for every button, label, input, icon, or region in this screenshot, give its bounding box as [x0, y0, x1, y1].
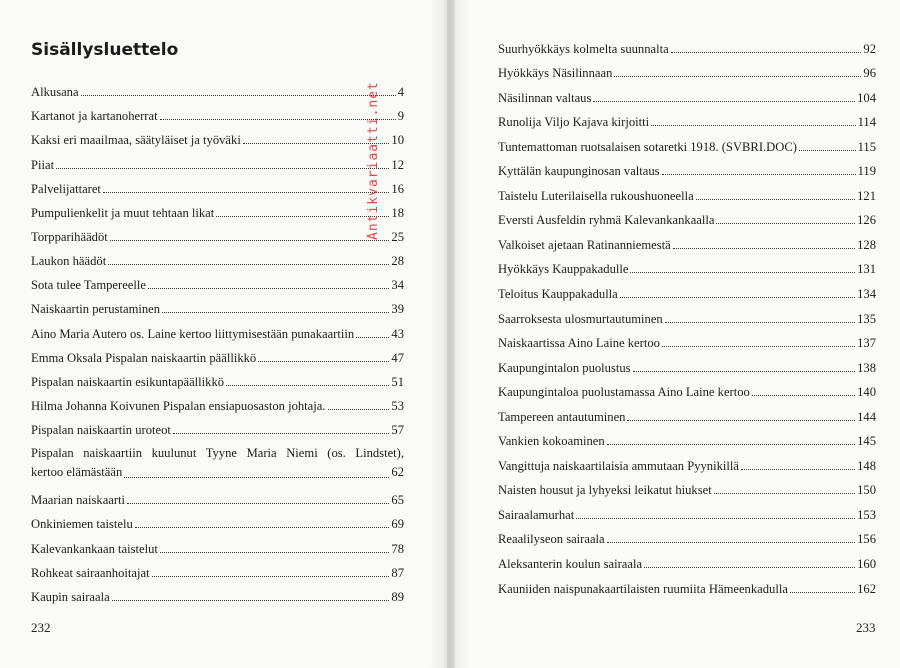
toc-entry: [498, 451, 876, 476]
dot-leader: [135, 527, 390, 528]
dot-leader: [662, 346, 855, 347]
toc-entry: [31, 583, 404, 607]
dot-leader: [651, 125, 855, 126]
dot-leader: [593, 101, 855, 102]
dot-leader: [607, 444, 855, 445]
toc-entry-page: 34: [391, 278, 404, 293]
toc-entry: [498, 83, 876, 108]
watermark-text: Antikvariaatti.net: [366, 81, 381, 240]
toc-entry-title: Eversti Ausfeldin ryhmä Kalevankankaalla: [498, 213, 715, 228]
toc-entry-title: Hyökkäys Näsilinnaan: [498, 66, 613, 81]
toc-entry-title: Reaalilyseon sairaala: [498, 532, 605, 547]
toc-entry: [31, 126, 404, 150]
toc-entry-page: 4: [397, 85, 404, 100]
dot-leader: [607, 542, 855, 543]
toc-entry-title: Palvelijattaret: [31, 181, 101, 196]
toc-entry: [498, 279, 876, 304]
toc-entry-page: 57: [391, 423, 404, 438]
dot-leader: [714, 493, 855, 494]
dot-leader: [56, 168, 389, 169]
toc-list-left: [31, 78, 404, 607]
toc-entry-title: Saarroksesta ulosmurtautuminen: [498, 311, 663, 326]
toc-entry-title: Laukon häädöt: [31, 254, 107, 269]
toc-entry-title: Naiskaartin perustaminen: [31, 302, 161, 317]
toc-entry: [498, 59, 876, 84]
toc-entry-page: 9: [397, 109, 404, 124]
toc-entry-page: 134: [857, 287, 876, 302]
toc-entry-title: Kyttälän kaupunginosan valtaus: [498, 164, 660, 179]
dot-leader: [148, 288, 389, 289]
toc-entry: [31, 247, 404, 271]
toc-entry-title: Vangittuja naiskaartilaisia ammutaan Pyynikillä: [498, 458, 739, 473]
toc-entry-page: 65: [391, 493, 404, 508]
toc-entry: [498, 230, 876, 255]
toc-entry-page: 114: [857, 115, 876, 130]
toc-entry: [31, 416, 404, 440]
toc-entry: [31, 344, 404, 368]
dot-leader: [716, 223, 855, 224]
page-number-left: 232: [31, 620, 51, 635]
page-number-right: 233: [856, 620, 876, 635]
toc-entry-page: 104: [857, 90, 876, 105]
toc-entry: [31, 510, 404, 534]
toc-entry: [31, 559, 404, 583]
toc-entry-page: 16: [391, 181, 404, 196]
toc-entry-page: 18: [391, 205, 404, 220]
toc-entry-page: 140: [857, 385, 876, 400]
toc-entry-title: Emma Oksala Pispalan naiskaartin päällikkö: [31, 350, 257, 365]
dot-leader: [108, 264, 389, 265]
dot-leader: [790, 592, 855, 593]
toc-entry-title: Kaupungintaloa puolustamassa Aino Laine kertoo: [498, 385, 750, 400]
book-gutter: [430, 0, 470, 668]
toc-entry: [498, 476, 876, 501]
toc-entry-page: 43: [391, 326, 404, 341]
dot-leader: [671, 52, 862, 53]
dot-leader: [216, 216, 389, 217]
dot-leader: [633, 371, 856, 372]
toc-entry: [31, 440, 404, 486]
toc-entry-page: 47: [391, 350, 404, 365]
dot-leader: [258, 361, 389, 362]
toc-entry-title: Naiskaartissa Aino Laine kertoo: [498, 336, 660, 351]
toc-entry: [498, 378, 876, 403]
toc-entry: [498, 181, 876, 206]
toc-entry-title: Piiat: [31, 157, 55, 172]
toc-entry-page: 128: [857, 237, 876, 252]
toc-entry: [31, 392, 404, 416]
toc-entry-page: 144: [857, 409, 876, 424]
toc-entry: [31, 486, 404, 510]
toc-entry-title-continued: kertoo elämästään: [31, 465, 123, 480]
toc-entry-title: Pispalan naiskaartin esikuntapäällikkö: [31, 374, 225, 389]
toc-entry: [498, 206, 876, 231]
toc-entry-page: 121: [857, 188, 876, 203]
toc-entry-page: 62: [391, 465, 404, 480]
toc-entry-page: 145: [857, 434, 876, 449]
toc-entry: [31, 368, 404, 392]
toc-entry: [31, 534, 404, 558]
toc-entry-page: 119: [857, 164, 876, 179]
toc-entry-page: 10: [391, 133, 404, 148]
toc-entry: [31, 175, 404, 199]
toc-entry: [498, 304, 876, 329]
toc-entry: [498, 525, 876, 550]
toc-entry-page: 25: [391, 229, 404, 244]
toc-entry: [31, 150, 404, 174]
dot-leader: [162, 312, 389, 313]
dot-leader: [160, 552, 389, 553]
toc-entry-title: Kaupungintalon puolustus: [498, 360, 631, 375]
dot-leader: [152, 576, 390, 577]
toc-entry-page: 78: [391, 541, 404, 556]
toc-entry: [498, 108, 876, 133]
toc-entry-title: Alkusana: [31, 85, 79, 100]
toc-entry-title: Sota tulee Tampereelle: [31, 278, 146, 293]
dot-leader: [173, 433, 390, 434]
dot-leader: [226, 385, 389, 386]
toc-entry-title: Pispalan naiskaartin uroteot: [31, 423, 171, 438]
toc-entry: [498, 329, 876, 354]
dot-leader: [627, 420, 855, 421]
dot-leader: [160, 119, 396, 120]
dot-leader: [81, 95, 396, 96]
toc-entry: [31, 78, 404, 102]
toc-title: Sisällysluettelo: [31, 40, 179, 60]
dot-leader: [644, 567, 855, 568]
dot-leader: [614, 76, 861, 77]
toc-entry: [498, 34, 876, 59]
toc-entry-title: Teloitus Kauppakadulla: [498, 287, 618, 302]
toc-entry-title: Vankien kokoaminen: [498, 434, 605, 449]
toc-entry-page: 53: [391, 398, 404, 413]
toc-entry-title: Maarian naiskaarti: [31, 493, 126, 508]
dot-leader: [112, 600, 390, 601]
toc-entry-page: 69: [391, 517, 404, 532]
toc-entry-title: Kaupin sairaala: [31, 589, 110, 604]
toc-entry: [498, 353, 876, 378]
toc-entry: [31, 199, 404, 223]
toc-entry-title: Pispalan naiskaartiin kuulunut Tyyne Maria Niemi (os. Lindstet),: [31, 446, 404, 461]
toc-entry-title: Aleksanterin koulun sairaala: [498, 557, 643, 572]
toc-entry-page: 87: [391, 565, 404, 580]
toc-entry: [31, 319, 404, 343]
toc-entry-title: Valkoiset ajetaan Ratinanniemestä: [498, 237, 671, 252]
dot-leader: [328, 409, 390, 410]
dot-leader: [673, 248, 855, 249]
toc-entry-page: 162: [857, 581, 876, 596]
toc-entry-title: Kauniiden naispunakaartilaisten ruumiita Hämeenkadulla: [498, 581, 788, 596]
toc-entry: [498, 549, 876, 574]
toc-entry-page: 39: [391, 302, 404, 317]
toc-entry-page: 138: [857, 360, 876, 375]
toc-entry-page: 148: [857, 458, 876, 473]
toc-entry-title: Runolija Viljo Kajava kirjoitti: [498, 115, 650, 130]
toc-entry-page: 12: [391, 157, 404, 172]
toc-entry: [498, 427, 876, 452]
toc-entry: [498, 402, 876, 427]
toc-entry-page: 153: [857, 507, 876, 522]
toc-entry-title: Suurhyökkäys kolmelta suunnalta: [498, 41, 669, 56]
dot-leader: [103, 192, 389, 193]
toc-entry: [498, 500, 876, 525]
toc-entry-page: 156: [857, 532, 876, 547]
toc-entry-title: Naisten housut ja lyhyeksi leikatut hiukset: [498, 483, 712, 498]
dot-leader: [665, 322, 855, 323]
dot-leader: [620, 297, 855, 298]
toc-entry-page: 51: [391, 374, 404, 389]
toc-entry: [498, 132, 876, 157]
toc-entry-title: Taistelu Luterilaisella rukoushuoneella: [498, 188, 694, 203]
toc-entry: [498, 574, 876, 599]
dot-leader: [741, 469, 855, 470]
toc-entry-page: 135: [857, 311, 876, 326]
toc-entry-title: Aino Maria Autero os. Laine kertoo liittymisestään punakaartiin: [31, 326, 355, 341]
toc-entry-title: Kartanot ja kartanoherrat: [31, 109, 158, 124]
toc-entry: [498, 157, 876, 182]
dot-leader: [662, 174, 856, 175]
toc-entry-title: Torpparihäädöt: [31, 229, 108, 244]
toc-entry-page: 160: [857, 557, 876, 572]
toc-entry-title: Tampereen antautuminen: [498, 409, 626, 424]
toc-entry-page: 96: [863, 66, 876, 81]
dot-leader: [576, 518, 855, 519]
toc-entry: [31, 295, 404, 319]
toc-entry: [498, 255, 876, 280]
toc-entry-title: Sairaalamurhat: [498, 507, 575, 522]
toc-entry-title: Pumpulienkelit ja muut tehtaan likat: [31, 205, 215, 220]
dot-leader: [630, 272, 855, 273]
toc-entry-title: Rohkeat sairaanhoitajat: [31, 565, 150, 580]
toc-entry-title: Hyökkäys Kauppakadulle: [498, 262, 629, 277]
dot-leader: [752, 395, 855, 396]
dot-leader: [696, 199, 855, 200]
toc-entry: [31, 102, 404, 126]
toc-entry-title: Kalevankankaan taistelut: [31, 541, 158, 556]
toc-entry-title: Näsilinnan valtaus: [498, 90, 592, 105]
toc-entry-page: 92: [863, 41, 876, 56]
toc-entry-page: 115: [857, 139, 876, 154]
toc-entry-title: Kaksi eri maailmaa, säätyläiset ja työväki: [31, 133, 241, 148]
toc-entry: [31, 223, 404, 247]
dot-leader: [127, 503, 389, 504]
toc-entry-title: Hilma Johanna Koivunen Pispalan ensiapuosaston johtaja.: [31, 398, 326, 413]
dot-leader: [124, 477, 389, 478]
toc-entry: [31, 271, 404, 295]
toc-list-right: [498, 34, 876, 599]
toc-entry-title: Tuntemattoman ruotsalaisen sotaretki 1918. (SVBRI.DOC): [498, 139, 797, 154]
dot-leader: [110, 240, 390, 241]
toc-entry-page: 89: [391, 589, 404, 604]
toc-entry-page: 126: [857, 213, 876, 228]
toc-entry-page: 131: [857, 262, 876, 277]
dot-leader: [799, 150, 856, 151]
toc-entry-page: 137: [857, 336, 876, 351]
toc-entry-page: 28: [391, 254, 404, 269]
dot-leader: [356, 337, 389, 338]
toc-entry-title: Onkiniemen taistelu: [31, 517, 133, 532]
toc-entry-page: 150: [857, 483, 876, 498]
toc-entry-line2: [31, 463, 404, 484]
